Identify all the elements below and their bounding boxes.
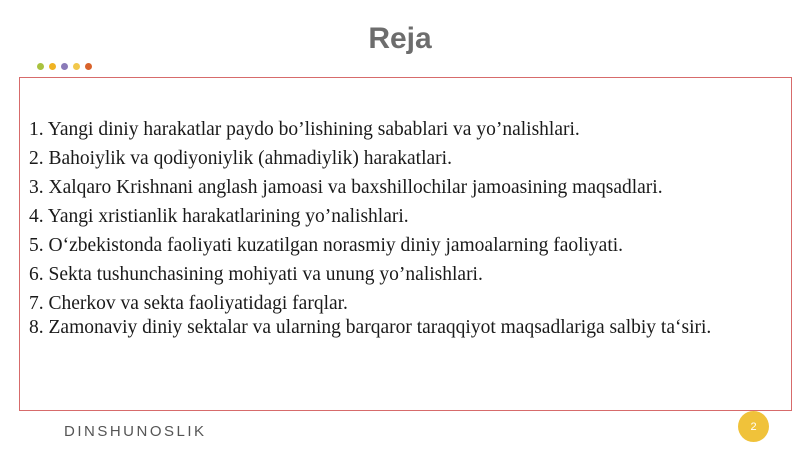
list-item: 3. Xalqaro Krishnani anglash jamoasi va baxshillochilar jamoasining maqsadlari. xyxy=(29,177,663,198)
list-item: 7. Cherkov va sekta faoliyatidagi farqlar. xyxy=(29,293,348,314)
dot-icon xyxy=(49,63,56,70)
dot-icon xyxy=(37,63,44,70)
slide-title: Reja xyxy=(368,22,432,55)
list-item: 1. Yangi diniy harakatlar paydo bo’lishining sabablari va yo’nalishlari. xyxy=(29,119,580,140)
footer-label: DINSHUNOSLIK xyxy=(64,423,207,440)
dot-icon xyxy=(85,63,92,70)
list-item: 6. Sekta tushunchasining mohiyati va unung yo’nalishlari. xyxy=(29,264,483,285)
list-item: 5. O‘zbekistonda faoliyati kuzatilgan norasmiy diniy jamoalarning faoliyati. xyxy=(29,235,624,256)
dot-icon xyxy=(73,63,80,70)
dot-icon xyxy=(61,63,68,70)
decorative-dots xyxy=(37,63,92,70)
page-number: 2 xyxy=(750,420,757,433)
page-number-badge xyxy=(738,411,769,442)
list-item: 8. Zamonaviy diniy sektalar va ularning barqaror taraqqiyot maqsadlariga salbiy ta‘siri. xyxy=(29,317,712,338)
content-box xyxy=(19,77,792,411)
plan-list xyxy=(29,118,777,345)
list-item: 2. Bahoiylik va qodiyoniylik (ahmadiylik) harakatlari. xyxy=(29,148,452,169)
list-item: 4. Yangi xristianlik harakatlarining yo’nalishlari. xyxy=(29,206,409,227)
